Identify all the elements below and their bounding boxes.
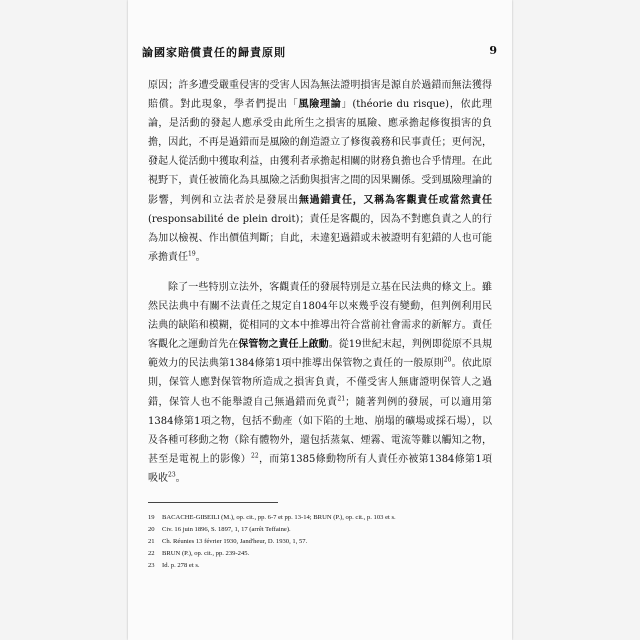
footnote-text: Civ. 16 juin 1896, S. 1897, 1, 17 (arrêt Teffaine). bbox=[162, 526, 291, 533]
running-header bbox=[142, 44, 498, 60]
footnote-number: 23 bbox=[148, 562, 155, 569]
text-span: (responsabilité de plein droit)；責任是客觀的，因為不對應負責之人的行為加以檢視、作出價值判斷；自此，未違犯過錯或未被證明有犯錯的人也可能承擔責任 bbox=[148, 213, 492, 263]
footnote bbox=[148, 536, 492, 548]
text-span: 除了一些特別立法外，客觀責任的發展特別是立基在民法典的條文上。雖然民法典中有關不法責任之規定自1804年以來幾乎沒有變動，但判例利用民法典的缺陷和模糊，從相同的文本中推導出符合當前社會需求的新解方。責任客觀化之運動首先在 bbox=[148, 281, 492, 351]
footnote bbox=[148, 548, 492, 560]
footnote bbox=[148, 512, 492, 524]
footnote-ref: 23 bbox=[168, 471, 176, 479]
footnote bbox=[148, 524, 492, 536]
bold-term: 風險理論 bbox=[298, 99, 342, 111]
footnote-ref: 19 bbox=[188, 250, 196, 258]
paragraph-1: 原因；許多遭受嚴重侵害的受害人因為無法證明損害是源自於過錯而無法獲得賠償。對此現象，學者們提出「風險理論」(théorie du risque)，依此理論，是活動的發起人應承受由此所生之損害的風險、應承擔起修復損害的負擔，因此，不再是過錯而是風險的創造證立了修復義務和民事責任；更何況，發起人從活動中獲取利益，由獲利者承擔起相關的財務負擔也合乎情理。在此視野下，責任被簡化為具風險之活動與損害之間的因果關係。受到風險理論的影響，判例和立法者於是發展出無過錯責任，又稱為客觀責任或當然責任(responsabilité de plein droit)；責任是客觀的，因為不對應負責之人的行為加以檢視、作出價值判斷；自此，未違犯過錯或未被證明有犯錯的人也可能承擔責任$^{19}$。 bbox=[148, 80, 493, 263]
footnote-number: 20 bbox=[148, 526, 155, 533]
text-span: 原因；許多遭受嚴重侵害的受害人因為無法證明損害是源自於過錯而無法獲得賠償。對此現象，學者們提出「 bbox=[148, 80, 492, 111]
page-number: 9 bbox=[489, 44, 498, 57]
footnote-text: BACACHE-GIBEILI (M.), op. cit., pp. 6-7 et pp. 13-14; BRUN (P.), op. cit., p. 103 et s. bbox=[162, 514, 396, 521]
footnote-ref: 21 bbox=[337, 395, 346, 403]
footnote bbox=[148, 560, 492, 572]
bold-term: 保管物之責任上啟動 bbox=[238, 339, 329, 351]
text-span: 」(théorie du risque)，依此理論，是活動的發起人應承受由此所生之損害的風險、應承擔起修復損害的負擔，因此，不再是過錯而是風險的創造證立了修復義務和民事責任；更何況，發起人從活動中獲取利益，由獲利者承擔起相關的財務負擔也合乎情理。在此視野下，責任被簡化為具風險之活動與損害之間的因果關係。受到風險理論的影響，判例和立法者於是發展出 bbox=[148, 99, 493, 206]
body-text bbox=[148, 76, 492, 488]
footnote-ref: 20 bbox=[443, 356, 452, 364]
footnote-number: 19 bbox=[148, 514, 155, 521]
footnote-ref: 22 bbox=[251, 452, 259, 460]
bold-term: 無過錯責任，又稱為客觀責任或當然責任 bbox=[298, 194, 493, 206]
footnote-text: BRUN (P.), op. cit., pp. 239-245. bbox=[162, 550, 250, 557]
footnote-number: 22 bbox=[148, 550, 155, 557]
text-span: 。從19世紀末起，判例即從原不具規範效力的民法典第1384條第1項中推導出保管物之責任的一般原則 bbox=[148, 339, 493, 370]
footnotes bbox=[148, 512, 492, 572]
text-span: ；隨著判例的發展，可以適用第1384條第1項之物，包括不動產（如下陷的土地、崩塌的礦場或採石場），以及各種可移動之物（除有體物外，還包括蒸氣、煙霧、電流等難以觸知之物，甚至是電視上的影像） bbox=[148, 396, 493, 465]
footnote-number: 21 bbox=[148, 538, 155, 545]
text-span: 。依此原則，保管人應對保管物所造成之損害負責，不僅受害人無庸證明保管人之過錯，保管人也不能舉證自己無過錯而免責 bbox=[148, 358, 493, 408]
footnote-text: Ch. Réunies 13 février 1930, Jand'heur, D. 1930, 1, 57. bbox=[162, 538, 308, 545]
running-title: 論國家賠償責任的歸責原則 bbox=[142, 46, 286, 59]
paragraph-2 bbox=[148, 278, 492, 488]
text-span: ，而第1385條動物所有人責任亦被第1384條第1項吸收 bbox=[148, 453, 492, 484]
text-span: 。 bbox=[175, 472, 186, 484]
book-page bbox=[128, 0, 512, 640]
footnote-text: Id. p. 278 et s. bbox=[162, 562, 200, 569]
footnote-divider bbox=[148, 502, 278, 503]
